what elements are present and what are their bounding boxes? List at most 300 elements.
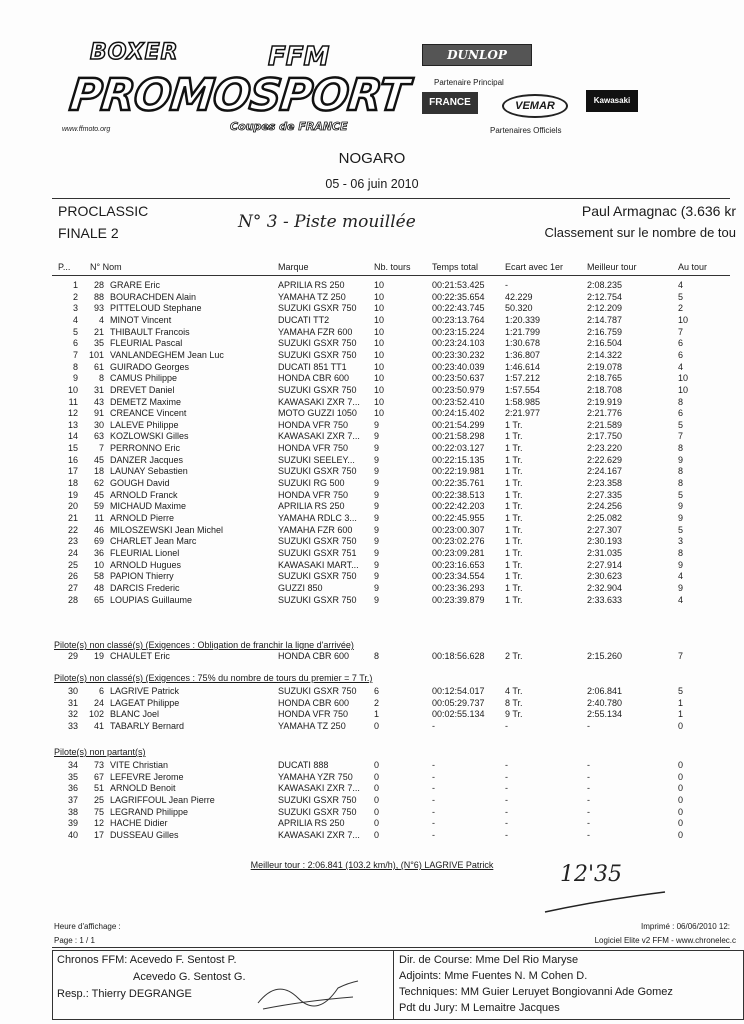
cell-meilleur-tour: 2:16.504 [587,338,623,349]
cell-number: 51 [93,783,104,794]
cell-temps-total: - [432,771,435,782]
cell-rider-name: FLEURIAL Lionel [110,547,180,558]
cell-ecart: 1:21.799 [505,326,541,337]
cell-au-tour: 10 [678,314,689,325]
cell-pos: 14 [67,431,78,442]
header-au-tour: Au tour [678,262,708,272]
cell-tours: 0 [374,794,380,805]
cell-au-tour: 5 [678,291,684,302]
cell-marque: SUZUKI GSXR 750 [278,384,357,395]
cell-au-tour: 8 [678,547,684,558]
cell-ecart: - [505,829,508,840]
cell-ecart: - [505,760,508,770]
cell-rider-name: HACHE Didier [110,818,168,829]
section-not-classified-finish: Pilote(s) non classé(s) (Exigences : Obligation de franchir la ligne d'arrivée) [54,640,354,650]
cell-marque: KAWASAKI ZXR 7... [278,396,360,407]
table-header [0,262,744,273]
table-row [0,315,744,326]
cell-marque: HONDA VFR 750 [278,489,349,500]
cell-temps-total: 00:22:45.955 [432,513,485,523]
cell-meilleur-tour: 2:27.335 [587,489,623,500]
cell-rider-name: FLEURIAL Pascal [110,338,183,349]
cell-pos: 8 [72,361,78,372]
promosport-logo [62,40,411,140]
cell-temps-total: 00:23:02.276 [432,536,485,547]
table-row [0,583,744,594]
cell-ecart: 1 Tr. [505,454,523,465]
cell-number: 62 [93,478,104,489]
cell-ecart: 1 Tr. [505,431,523,442]
venue-title: NOGARO [338,150,406,167]
cell-temps-total: 00:23:34.554 [432,571,485,582]
cell-marque: SUZUKI GSXR 750 [278,806,357,817]
cell-ecart: 1 Tr. [505,513,523,523]
table-row [0,709,744,720]
cell-meilleur-tour: - [587,818,590,829]
cell-tours: 9 [374,478,380,489]
table-row [0,807,744,818]
cell-au-tour: 6 [678,338,684,349]
cell-rider-name: CAMUS Philippe [110,373,178,384]
cell-pos: 4 [72,314,78,325]
cell-pos: 6 [72,338,78,349]
table-row [0,795,744,806]
table-row [0,818,744,829]
table-row [0,536,744,547]
cell-tours: 9 [374,431,380,442]
cell-rider-name: VANLANDEGHEM Jean Luc [110,349,224,360]
cell-meilleur-tour: 2:31.035 [587,547,623,558]
cell-meilleur-tour: 2:27.914 [587,559,623,570]
cell-rider-name: LEFEVRE Jerome [110,771,184,782]
cell-rider-name: DEMETZ Maxime [110,396,182,407]
cell-temps-total: - [432,829,435,840]
cell-marque: SUZUKI RG 500 [278,478,345,489]
page-number: Page : 1 / 1 [54,936,95,945]
header-pos: P... [58,262,71,272]
cell-pos: 11 [68,396,78,407]
cell-ecart: 1:58.985 [505,396,541,407]
dunlop-logo: DUNLOP [422,44,532,66]
cell-au-tour: 2 [678,303,684,314]
software-credit: Logiciel Elite v2 FFM - www.chronelec.c [594,936,736,945]
cell-pos: 25 [67,559,78,570]
table-row [0,772,744,783]
cell-marque: SUZUKI GSXR 750 [278,794,357,805]
divider [52,947,730,948]
cell-tours: 0 [374,720,380,731]
cell-meilleur-tour: 2:33.633 [587,594,623,605]
cell-marque: YAMAHA RDLC 3... [278,513,357,523]
classement-label: Classement sur le nombre de tou [544,225,736,240]
cell-tours: 10 [374,373,385,384]
cell-meilleur-tour: 2:21.589 [587,419,623,430]
cell-temps-total: 00:23:50.979 [432,384,485,395]
cell-pos: 23 [67,536,78,547]
cell-number: 36 [93,547,104,558]
cell-marque: SUZUKI GSXR 750 [278,594,357,605]
cell-ecart: 42.229 [505,291,533,302]
cell-number: 8 [98,373,104,384]
category-label: PROCLASSIC [58,203,149,219]
cell-au-tour: 0 [678,794,684,805]
table-row [0,443,744,454]
cell-ecart: 4 Tr. [505,686,523,696]
cell-marque: GUZZI 850 [278,582,323,593]
table-row [0,501,744,512]
cell-meilleur-tour: - [587,720,590,731]
cell-temps-total: 00:22:03.127 [432,443,485,454]
cell-tours: 9 [374,419,380,430]
cell-au-tour: 7 [678,326,684,337]
cell-marque: YAMAHA FZR 600 [278,524,353,535]
cell-rider-name: MILOSZEWSKI Jean Michel [110,524,224,535]
officials-left [53,951,394,1019]
header-temps: Temps total [432,262,479,272]
cell-tours: 9 [374,513,380,523]
header-ecart: Ecart avec 1er [505,262,564,272]
cell-marque: KAWASAKI ZXR 7... [278,783,360,794]
cell-temps-total: 00:23:39.879 [432,594,485,605]
table-row [0,783,744,794]
cell-au-tour: 4 [678,280,684,290]
cell-pos: 20 [67,501,78,512]
cell-ecart: 1 Tr. [505,443,523,454]
cell-ecart: 1 Tr. [505,489,523,500]
cell-number: 67 [93,771,104,782]
table-row [0,385,744,396]
cell-number: 91 [93,408,104,419]
cell-rider-name: ARNOLD Hugues [110,559,182,570]
cell-number: 31 [93,384,104,395]
cell-rider-name: BOURACHDEN Alain [110,291,197,302]
chronos-line-1: Chronos FFM: Acevedo F. Sentost P. [57,954,237,966]
cell-meilleur-tour: 2:17.750 [587,431,623,442]
cell-rider-name: LAGRIVE Patrick [110,686,180,696]
cell-temps-total: 00:22:35.654 [432,291,485,302]
cell-au-tour: 9 [678,582,684,593]
cell-rider-name: DREVET Daniel [110,384,175,395]
header-num-name: N° Nom [90,262,122,272]
cell-marque: SUZUKI GSXR 750 [278,571,357,582]
cell-ecart: 1:30.678 [505,338,541,349]
cell-number: 30 [93,419,104,430]
table-row [0,513,744,524]
cell-ecart: - [505,720,508,731]
cell-marque: HONDA CBR 600 [278,651,350,661]
cell-marque: DUCATI 888 [278,760,329,770]
divider [52,198,730,199]
cell-meilleur-tour: 2:30.623 [587,571,623,582]
cell-tours: 10 [374,349,385,360]
cell-meilleur-tour: 2:24.167 [587,466,623,477]
cell-au-tour: 3 [678,536,684,547]
cell-ecart: 1 Tr. [505,582,523,593]
heure-affichage: Heure d'affichage : [54,922,121,931]
cell-temps-total: - [432,794,435,805]
cell-tours: 9 [374,501,380,512]
cell-au-tour: 7 [678,651,684,661]
cell-meilleur-tour: 2:19.919 [587,396,623,407]
cell-meilleur-tour: 2:30.193 [587,536,623,547]
cell-number: 61 [93,361,104,372]
cell-number: 101 [88,349,104,360]
cell-au-tour: 0 [678,829,684,840]
cell-marque: HONDA VFR 750 [278,709,349,720]
cell-temps-total: 00:23:13.764 [432,314,485,325]
cell-au-tour: 0 [678,783,684,794]
cell-meilleur-tour: 2:12.209 [587,303,623,314]
promo-url: www.ffmoto.org [62,126,111,133]
cell-rider-name: ARNOLD Franck [110,489,178,500]
cell-pos: 24 [67,547,78,558]
cell-tours: 0 [374,771,380,782]
france-equipement-logo: FRANCE [422,92,478,114]
cell-au-tour: 8 [678,478,684,489]
ffm-logo-text: FFM [268,42,330,72]
cell-rider-name: ARNOLD Pierre [110,513,175,523]
cell-ecart: 9 Tr. [505,709,523,720]
cell-ecart: 2:21.977 [505,408,541,419]
chronos-line-2: Acevedo G. Sentost G. [133,971,246,983]
divider [52,275,730,276]
cell-tours: 9 [374,466,380,477]
cell-pos: 26 [67,571,78,582]
cell-ecart: 1:46.614 [505,361,541,372]
cell-pos: 5 [72,326,78,337]
cell-tours: 9 [374,594,380,605]
cell-ecart: - [505,818,508,829]
cell-pos: 34 [67,760,78,770]
cell-meilleur-tour: 2:24.256 [587,501,623,512]
cell-tours: 10 [374,408,385,419]
cell-marque: SUZUKI GSXR 750 [278,338,357,349]
cell-pos: 3 [72,303,78,314]
cell-tours: 9 [374,443,380,454]
section-non-partants: Pilote(s) non partant(s) [54,747,146,757]
cell-marque: HONDA CBR 600 [278,373,350,384]
table-row [0,327,744,338]
cell-ecart: - [505,794,508,805]
cell-number: 88 [93,291,104,302]
cell-number: 69 [93,536,104,547]
dir-course: Dir. de Course: Mme Del Rio Maryse [399,954,579,966]
cell-pos: 1 [72,280,78,290]
header-marque: Marque [278,262,309,272]
table-row [0,303,744,314]
cell-number: 73 [93,760,104,770]
cell-temps-total: 00:22:42.203 [432,501,485,512]
cell-number: 45 [93,489,104,500]
coupes-de-france: Coupes de FRANCE [230,120,348,133]
cell-au-tour: 6 [678,349,684,360]
cell-meilleur-tour: 2:18.708 [587,384,623,395]
table-row [0,431,744,442]
cell-meilleur-tour: 2:16.759 [587,326,623,337]
cell-temps-total: 00:22:35.761 [432,478,485,489]
cell-marque: MOTO GUZZI 1050 [278,408,357,419]
cell-pos: 2 [72,291,78,302]
cell-number: 18 [93,466,104,477]
cell-pos: 32 [67,709,78,720]
cell-au-tour: 8 [678,466,684,477]
table-row [0,420,744,431]
cell-pos: 39 [67,818,78,829]
cell-rider-name: MICHAUD Maxime [110,501,187,512]
cell-number: 7 [98,443,104,454]
cell-au-tour: 1 [678,709,684,720]
cell-tours: 2 [374,697,380,708]
cell-number: 28 [93,280,104,290]
table-row [0,397,744,408]
cell-au-tour: 0 [678,818,684,829]
cell-temps-total: 00:23:00.307 [432,524,485,535]
cell-pos: 31 [67,697,78,708]
cell-meilleur-tour: 2:15.260 [587,651,623,661]
promosport-logo-text: PROMOSPORT [67,70,411,121]
table-row [0,338,744,349]
handwritten-note: N° 3 - Piste mouillée [238,212,416,232]
cell-temps-total: 00:21:54.299 [432,419,485,430]
cell-tours: 9 [374,582,380,593]
cell-marque: APRILIA RS 250 [278,280,345,290]
cell-number: 10 [93,559,104,570]
cell-ecart: 2 Tr. [505,651,523,661]
cell-temps-total: 00:23:30.232 [432,349,485,360]
cell-rider-name: CHAULET Eric [110,651,170,661]
cell-pos: 36 [67,783,78,794]
cell-pos: 16 [67,454,78,465]
cell-marque: HONDA CBR 600 [278,697,350,708]
cell-au-tour: 8 [678,396,684,407]
cell-temps-total: 00:23:24.103 [432,338,485,349]
kawasaki-logo: Kawasaki [586,90,638,112]
cell-ecart: 1 Tr. [505,547,523,558]
cell-au-tour: 8 [678,443,684,454]
cell-au-tour: 0 [678,771,684,782]
cell-tours: 9 [374,489,380,500]
cell-number: 24 [93,697,104,708]
table-row [0,595,744,606]
cell-ecart: 1 Tr. [505,419,523,430]
cell-tours: 0 [374,818,380,829]
cell-meilleur-tour: 2:08.235 [587,280,623,290]
cell-pos: 7 [72,349,78,360]
partners-officiels-label: Partenaires Officiels [490,126,562,135]
cell-temps-total: 00:22:19.981 [432,466,485,477]
officials-box [52,950,744,1020]
cell-marque: KAWASAKI MART... [278,559,359,570]
cell-pos: 15 [67,443,78,454]
cell-rider-name: GOUGH David [110,478,170,489]
cell-au-tour: 9 [678,513,684,523]
event-label: FINALE 2 [58,225,119,241]
cell-pos: 29 [67,651,78,661]
cell-temps-total: - [432,818,435,829]
cell-marque: DUCATI 851 TT1 [278,361,347,372]
cell-marque: KAWASAKI ZXR 7... [278,829,360,840]
cell-meilleur-tour: - [587,760,590,770]
techniques: Techniques: MM Guier Leruyet Bongiovanni Ade Gomez [399,986,673,998]
cell-temps-total: - [432,720,435,731]
cell-temps-total: 00:24:15.402 [432,408,485,419]
cell-meilleur-tour: 2:55.134 [587,709,623,720]
cell-number: 63 [93,431,104,442]
cell-marque: SUZUKI SEELEY... [278,454,355,465]
header-best: Meilleur tour [587,262,637,272]
cell-meilleur-tour: 2:06.841 [587,686,623,696]
cell-ecart: 1:57.212 [505,373,541,384]
cell-tours: 9 [374,571,380,582]
official-signature [253,973,363,1013]
cell-rider-name: LAGRIFFOUL Jean Pierre [110,794,215,805]
cell-pos: 19 [67,489,78,500]
cell-temps-total: 00:23:16.653 [432,559,485,570]
cell-tours: 10 [374,338,385,349]
cell-number: 25 [93,794,104,805]
cell-number: 35 [93,338,104,349]
cell-rider-name: MINOT Vincent [110,314,172,325]
cell-ecart: - [505,806,508,817]
cell-marque: YAMAHA TZ 250 [278,291,346,302]
cell-temps-total: - [432,760,435,770]
cell-ecart: 1 Tr. [505,478,523,489]
cell-number: 4 [98,314,104,325]
cell-rider-name: KOZLOWSKI Gilles [110,431,189,442]
cell-temps-total: 00:22:38.513 [432,489,485,500]
header-tours: Nb. tours [374,262,411,272]
cell-marque: APRILIA RS 250 [278,501,345,512]
cell-number: 21 [93,326,104,337]
cell-tours: 0 [374,760,380,770]
cell-au-tour: 0 [678,720,684,731]
cell-rider-name: ARNOLD Benoit [110,783,176,794]
cell-tours: 10 [374,396,385,407]
cell-meilleur-tour: 2:23.220 [587,443,623,454]
table-row [0,560,744,571]
cell-rider-name: DANZER Jacques [110,454,184,465]
cell-temps-total: - [432,783,435,794]
cell-temps-total: 00:05:29.737 [432,697,485,708]
table-row [0,280,744,291]
cell-tours: 10 [374,384,385,395]
cell-number: 43 [93,396,104,407]
cell-ecart: 1 Tr. [505,571,523,582]
cell-rider-name: GRARE Eric [110,280,161,290]
cell-au-tour: 0 [678,760,684,770]
cell-rider-name: LAGEAT Philippe [110,697,180,708]
table-row [0,466,744,477]
pdt-jury: Pdt du Jury: M Lemaitre Jacques [399,1002,560,1014]
imprime-date: Imprimé : 06/06/2010 12: [641,922,730,931]
signature-stroke [540,880,670,920]
cell-marque: SUZUKI GSXR 750 [278,686,357,696]
cell-au-tour: 5 [678,524,684,535]
officials-right [395,951,743,1019]
cell-temps-total: 00:12:54.017 [432,686,485,696]
cell-au-tour: 5 [678,419,684,430]
boxer-logo-text: BOXER [90,40,179,65]
table-row [0,373,744,384]
cell-tours: 1 [374,709,380,720]
table-row [0,525,744,536]
section-not-classified-75: Pilote(s) non classé(s) (Exigences : 75% du nombre de tours du premier = 7 Tr.) [54,673,373,683]
cell-tours: 9 [374,536,380,547]
cell-au-tour: 1 [678,697,684,708]
adjoints: Adjoints: Mme Fuentes N. M Cohen D. [399,970,588,982]
cell-pos: 17 [67,466,78,477]
cell-number: 93 [93,303,104,314]
